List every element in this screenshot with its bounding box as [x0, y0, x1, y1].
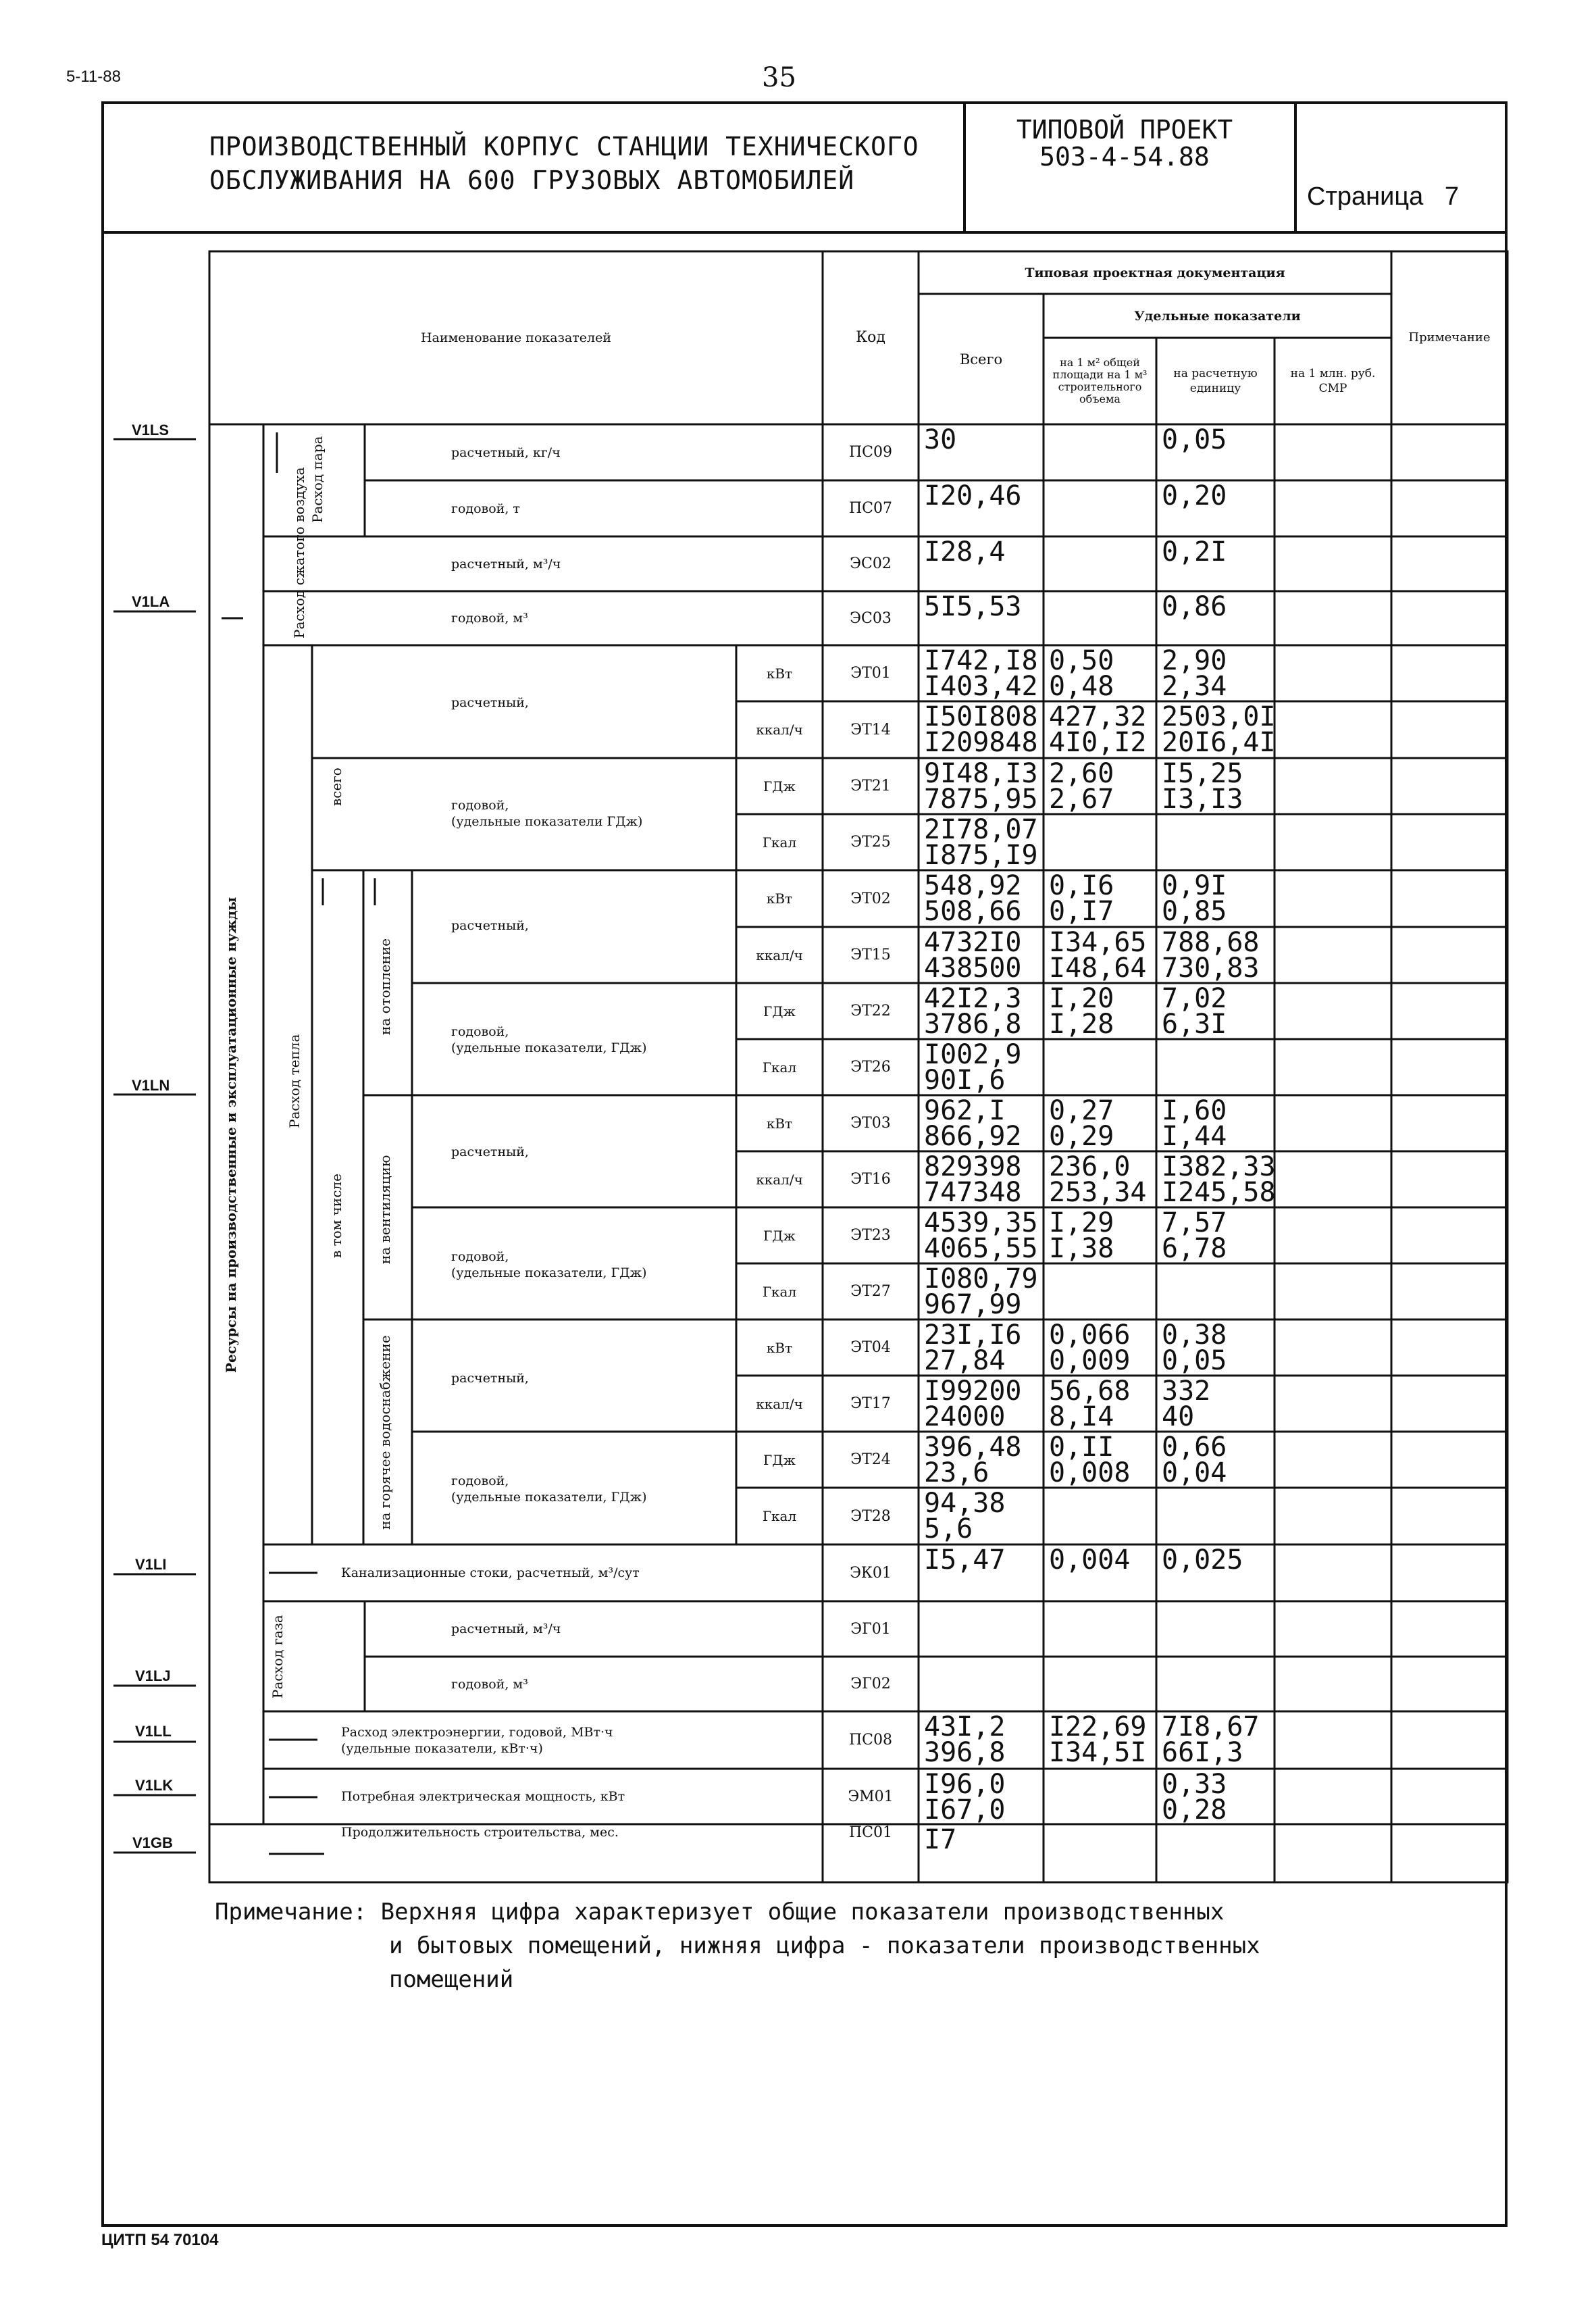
row-unit: ккал/ч [756, 947, 803, 963]
row-total: I20,46 [924, 480, 1022, 511]
row-per-unit: 7,57 6,78 [1162, 1207, 1227, 1264]
row-total: 94,38 5,6 [924, 1488, 1006, 1544]
label-annual-text: годовой, [451, 1474, 509, 1488]
row-per-unit: I5,25 I3,I3 [1162, 758, 1243, 815]
row-label: Потребная электрическая мощность, кВт [341, 1789, 625, 1804]
page-number: 35 [762, 62, 796, 93]
row-unit: ккал/ч [756, 1171, 803, 1188]
row-code: ПС01 [848, 1824, 892, 1841]
row-per-unit: I382,33 I245,58 [1162, 1151, 1276, 1208]
header-name: Наименование показателей [420, 330, 612, 345]
row-per-unit: 0,38 0,05 [1162, 1319, 1227, 1376]
row-total: 42I2,3 3786,8 [924, 983, 1022, 1040]
header-total: Всего [959, 351, 1003, 368]
header-per-mln: на 1 млн. руб. СМР [1290, 367, 1376, 395]
row-label: Расход электроэнергии, годовой, МВт·ч (удельные показатели, кВт·ч) [341, 1724, 613, 1756]
row-label: Канализационные стоки, расчетный, м³/сут [341, 1565, 640, 1580]
label-calc: расчетный, [451, 695, 529, 710]
row-code: ЭТ28 [850, 1507, 891, 1525]
row-code: ЭТ16 [850, 1171, 891, 1188]
row-per-unit: 788,68 730,83 [1162, 927, 1260, 984]
row-label: расчетный, м³/ч [451, 1621, 561, 1636]
row-total: I7 [924, 1824, 957, 1855]
row-code: ЭС03 [850, 609, 892, 627]
label-annual-note: (удельные показатели ГДж) [451, 814, 643, 829]
side-code: V1LA [132, 593, 170, 610]
row-code: ЭГ02 [850, 1676, 891, 1692]
side-code: V1LI [135, 1556, 167, 1573]
page-label: Страница [1307, 182, 1424, 211]
row-total: 2I78,07 I875,I9 [924, 814, 1038, 871]
footnote-line-3: помещений [389, 1966, 514, 1993]
row-total: 43I,2 396,8 [924, 1711, 1006, 1768]
row-per-m2: 0,II 0,008 [1049, 1432, 1131, 1488]
row-per-unit: 2503,0I 20I6,4I [1162, 701, 1276, 758]
row-unit: ккал/ч [756, 1395, 803, 1412]
row-total: 548,92 508,66 [924, 870, 1022, 927]
header-note: Примечание [1408, 330, 1491, 345]
row-code: ЭТ22 [850, 1003, 891, 1020]
row-total: 829398 747348 [924, 1151, 1022, 1208]
row-per-unit: 0,9I 0,85 [1162, 870, 1227, 927]
row-per-m2: I22,69 I34,5I [1049, 1711, 1147, 1768]
side-code: V1LJ [135, 1667, 171, 1684]
label-annual-note: (удельные показатели, ГДж) [451, 1040, 647, 1055]
side-code: V1LK [135, 1777, 174, 1794]
row-code: ЭМ01 [848, 1788, 894, 1805]
row-per-m2: 427,32 4I0,I2 [1049, 701, 1147, 758]
group-gas: Расход газа [269, 1615, 286, 1699]
row-per-unit: 2,90 2,34 [1162, 645, 1227, 702]
label-annual [451, 1242, 735, 1296]
row-per-unit: 0,20 [1162, 480, 1227, 511]
row-unit: кВт [766, 1115, 793, 1132]
footer-code: ЦИТП 54 70104 [101, 2231, 219, 2249]
row-unit: ГДж [763, 1227, 796, 1244]
row-label: Продолжительность строительства, мес. [341, 1825, 619, 1840]
footnote-line-2: и бытовых помещений, нижняя цифра - показатели производственных [389, 1932, 1260, 1959]
row-code: ЭТ17 [850, 1395, 891, 1412]
row-unit: ГДж [763, 1003, 796, 1020]
doc-code-top-left: 5-11-88 [66, 68, 121, 86]
footnote-line-1: Примечание: Верхняя цифра характеризует общие показатели производственных [215, 1898, 1225, 1926]
header-specific: Удельные показатели [1134, 308, 1301, 324]
row-unit: Гкал [762, 1508, 797, 1524]
row-total: I28,4 [924, 536, 1006, 568]
row-total: 396,48 23,6 [924, 1432, 1022, 1488]
row-total: 962,I 866,92 [924, 1095, 1022, 1152]
row-total: I96,0 I67,0 [924, 1769, 1006, 1826]
row-unit: ккал/ч [756, 722, 803, 738]
label-annual-text: годовой, [451, 1249, 509, 1264]
row-unit: кВт [766, 665, 793, 682]
row-per-unit: I,60 I,44 [1162, 1095, 1227, 1152]
row-total: 5I5,53 [924, 591, 1022, 622]
label-calc: расчетный, [451, 1371, 529, 1386]
row-code: ЭТ01 [850, 665, 891, 682]
row-per-m2: I,20 I,28 [1049, 983, 1114, 1040]
row-code: ЭК01 [850, 1564, 892, 1582]
group-steam: Расход пара [309, 436, 326, 524]
group-all: всего [328, 768, 344, 807]
row-total: I99200 24000 [924, 1376, 1022, 1432]
row-unit: Гкал [762, 1059, 797, 1076]
label-annual [451, 1017, 735, 1071]
header-per-m2: на 1 м² общей площади на 1 м³ строительного объема [1052, 356, 1148, 405]
row-total: I080,79 967,99 [924, 1263, 1038, 1320]
row-code: ЭГ01 [850, 1620, 891, 1638]
row-code: ЭТ03 [850, 1115, 891, 1132]
label-annual-note: (удельные показатели, ГДж) [451, 1490, 647, 1505]
header-per-unit: на расчетную единицу [1173, 367, 1258, 395]
header-typical-doc: Типовая проектная документация [1025, 265, 1285, 280]
row-per-unit: 332 40 [1162, 1376, 1211, 1432]
row-total: 9I48,I3 7875,95 [924, 758, 1038, 815]
row-code: ЭС02 [850, 555, 892, 572]
label-calc: расчетный, [451, 1145, 529, 1159]
title-line-1: ПРОИЗВОДСТВЕННЫЙ КОРПУС СТАНЦИИ ТЕХНИЧЕСКОГО [209, 132, 919, 161]
row-per-m2: 2,60 2,67 [1049, 758, 1114, 815]
row-per-m2: 56,68 8,I4 [1049, 1376, 1131, 1432]
group-air: Расход сжатого воздуха [291, 467, 307, 638]
row-per-unit: 0,33 0,28 [1162, 1769, 1227, 1826]
row-per-m2: 236,0 253,34 [1049, 1151, 1147, 1208]
row-total: I742,I8 I403,42 [924, 645, 1038, 702]
label-calc: расчетный, [451, 918, 529, 933]
label-annual-text: годовой, [451, 1024, 509, 1039]
side-code: V1GB [132, 1834, 173, 1851]
label-annual-note: (удельные показатели, ГДж) [451, 1265, 647, 1280]
side-code: V1LS [132, 422, 170, 438]
row-total: I50I808 I209848 [924, 701, 1038, 758]
label-annual [451, 1466, 735, 1520]
row-code: ЭТ04 [850, 1339, 891, 1356]
row-per-unit: 7I8,67 66I,3 [1162, 1711, 1260, 1768]
row-label: годовой, м³ [451, 611, 528, 626]
row-per-unit: 7,02 6,3I [1162, 983, 1227, 1040]
row-code: ПС09 [848, 444, 892, 461]
row-per-unit: 0,66 0,04 [1162, 1432, 1227, 1488]
row-label: годовой, м³ [451, 1676, 528, 1692]
row-unit: кВт [766, 1339, 793, 1356]
row-unit: Гкал [762, 1283, 797, 1300]
row-code: ЭТ23 [850, 1227, 891, 1244]
group-resources: Ресурсы на производственные и эксплуатационные нужды [223, 897, 239, 1374]
side-code: V1LL [135, 1723, 172, 1740]
row-per-m2: 0,27 0,29 [1049, 1095, 1114, 1152]
row-total: 30 [924, 424, 957, 455]
group-heating: на отопление [377, 938, 393, 1035]
group-ventilation: на вентиляцию [377, 1155, 393, 1264]
group-heat: Расход тепла [286, 1034, 303, 1128]
label-annual-text: годовой, [451, 798, 509, 813]
group-hot-water: на горячее водоснабжение [377, 1335, 393, 1530]
row-per-m2: 0,004 [1049, 1544, 1131, 1576]
header-code: Код [856, 329, 885, 346]
row-code: ПС08 [848, 1732, 892, 1749]
row-total: 4539,35 4065,55 [924, 1207, 1038, 1264]
side-code: V1LN [132, 1077, 170, 1094]
row-code: ЭТ25 [850, 834, 891, 851]
page-value: 7 [1444, 182, 1460, 211]
row-code: ЭТ26 [850, 1059, 891, 1076]
title-line-2: ОБСЛУЖИВАНИЯ НА 600 ГРУЗОВЫХ АВТОМОБИЛЕЙ [209, 166, 855, 195]
row-code: ЭТ24 [850, 1451, 891, 1468]
row-code: ЭТ27 [850, 1283, 891, 1300]
footnote [215, 1895, 1260, 1996]
group-incl: в том числе [328, 1174, 344, 1259]
row-per-unit: 0,2I [1162, 536, 1227, 568]
row-code: ПС07 [848, 500, 892, 517]
row-per-unit: 0,025 [1162, 1544, 1243, 1576]
row-label: расчетный, кг/ч [451, 445, 561, 460]
row-per-m2: 0,066 0,009 [1049, 1319, 1131, 1376]
row-total: 23I,I6 27,84 [924, 1319, 1022, 1376]
row-unit: ГДж [763, 778, 796, 795]
row-per-m2: 0,I6 0,I7 [1049, 870, 1114, 927]
label-annual [451, 790, 735, 845]
row-per-unit: 0,05 [1162, 424, 1227, 455]
row-per-unit: 0,86 [1162, 591, 1227, 622]
row-code: ЭТ21 [850, 778, 891, 795]
row-per-m2: I34,65 I48,64 [1049, 927, 1147, 984]
row-per-m2: 0,50 0,48 [1049, 645, 1114, 702]
row-total: I002,9 90I,6 [924, 1039, 1022, 1096]
project-line-1: ТИПОВОЙ ПРОЕКТ [1016, 115, 1233, 145]
project-line-2: 503-4-54.88 [1039, 142, 1210, 172]
row-unit: кВт [766, 890, 793, 907]
row-total: 4732I0 438500 [924, 927, 1022, 984]
row-code: ЭТ14 [850, 721, 891, 738]
row-unit: Гкал [762, 834, 797, 851]
row-unit: ГДж [763, 1451, 796, 1468]
row-label: расчетный, м³/ч [451, 556, 561, 572]
row-label: годовой, т [451, 501, 520, 516]
row-code: ЭТ02 [850, 890, 891, 907]
row-total: I5,47 [924, 1544, 1006, 1576]
row-per-m2: I,29 I,38 [1049, 1207, 1114, 1264]
row-code: ЭТ15 [850, 947, 891, 963]
